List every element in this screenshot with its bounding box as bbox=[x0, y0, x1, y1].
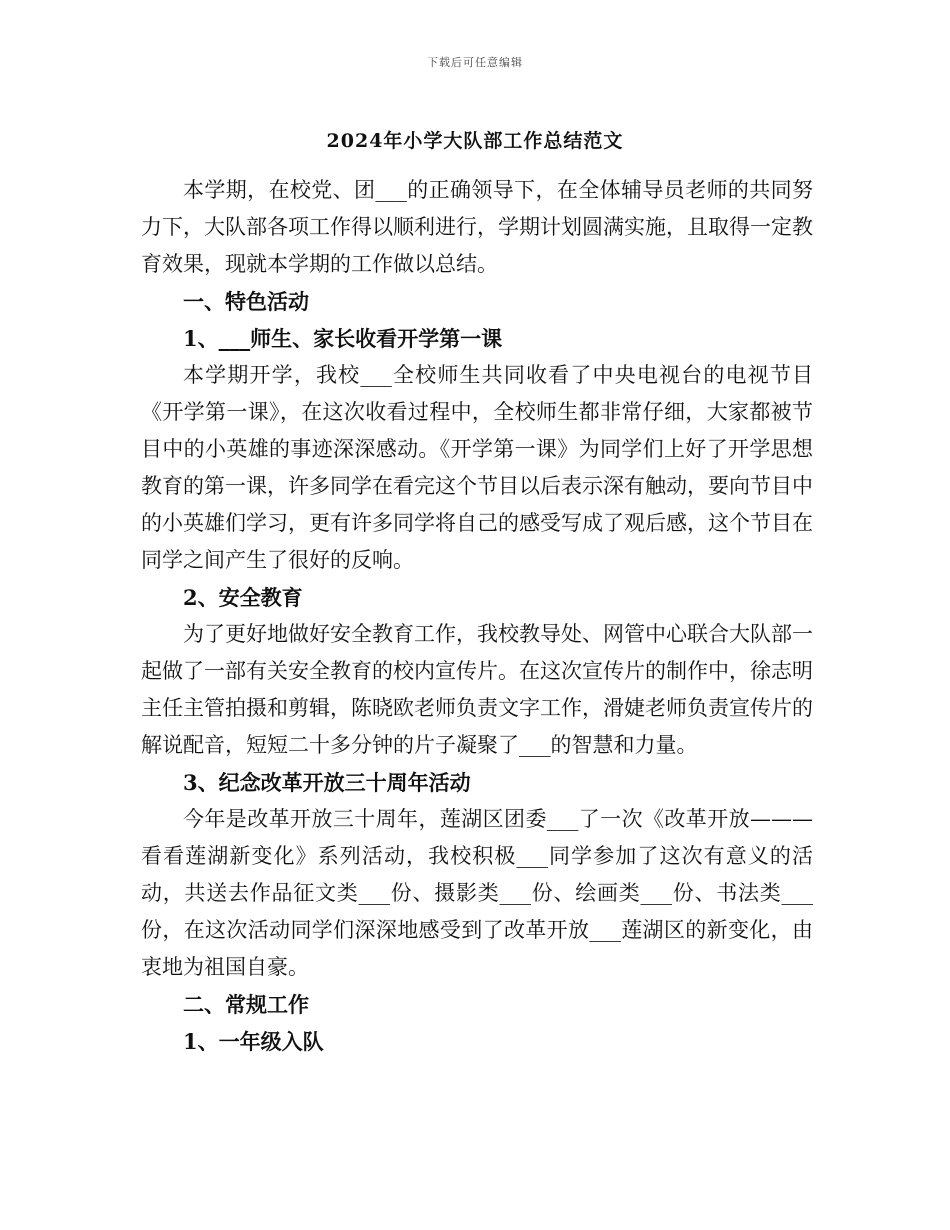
header-note: 下载后可任意编辑 bbox=[427, 56, 523, 69]
subheading-safety-education: 2、安全教育 bbox=[183, 585, 303, 610]
section-heading-routine-work: 二、常规工作 bbox=[183, 992, 309, 1017]
section-heading-special-activities: 一、特色活动 bbox=[183, 289, 309, 314]
document-body bbox=[141, 172, 813, 1060]
subheading-first-grade-joining: 1、一年级入队 bbox=[183, 1029, 324, 1054]
subheading-first-lesson: 1、___师生、家长收看开学第一课 bbox=[183, 326, 503, 351]
document-title: 2024年小学大队部工作总结范文 bbox=[326, 130, 624, 152]
paragraph-safety-education: 为了更好地做好安全教育工作，我校教导处、网管中心联合大队部一起做了一部有关安全教育的校内宣传片。在这次宣传片的制作中，徐志明主任主管拍摄和剪辑，陈晓欧老师负责文字工作，滑婕老师负责宣传片的解说配音，短短二十多分钟的片子凝聚了___的智慧和力量。 bbox=[141, 622, 813, 757]
paragraph-first-lesson: 本学期开学，我校___全校师生共同收看了中央电视台的电视节目《开学第一课》，在这次收看过程中，全校师生都非常仔细，大家都被节目中的小英雄的事迹深深感动。《开学第一课》为同学们上好了开学思想教育的第一课，许多同学在看完这个节目以后表示深有触动，要向节目中的小英雄们学习，更有许多同学将自己的感受写成了观后感，这个节目在同学之间产生了很好的反响。 bbox=[141, 363, 813, 572]
intro-paragraph: 本学期，在校党、团___的正确领导下，在全体辅导员老师的共同努力下，大队部各项工作得以顺利进行，学期计划圆满实施，且取得一定教育效果，现就本学期的工作做以总结。 bbox=[141, 178, 813, 276]
paragraph-reform-anniversary: 今年是改革开放三十周年，莲湖区团委___了一次《改革开放———看看莲湖新变化》系列活动，我校积极___同学参加了这次有意义的活动，共送去作品征文类___份、摄影类___份、绘画类___份、书法类___份，在这次活动同学们深深地感受到了改革开放___莲湖区的新变化，由衷地为祖国自豪。 bbox=[141, 807, 813, 979]
subheading-reform-anniversary: 3、纪念改革开放三十周年活动 bbox=[183, 770, 471, 795]
